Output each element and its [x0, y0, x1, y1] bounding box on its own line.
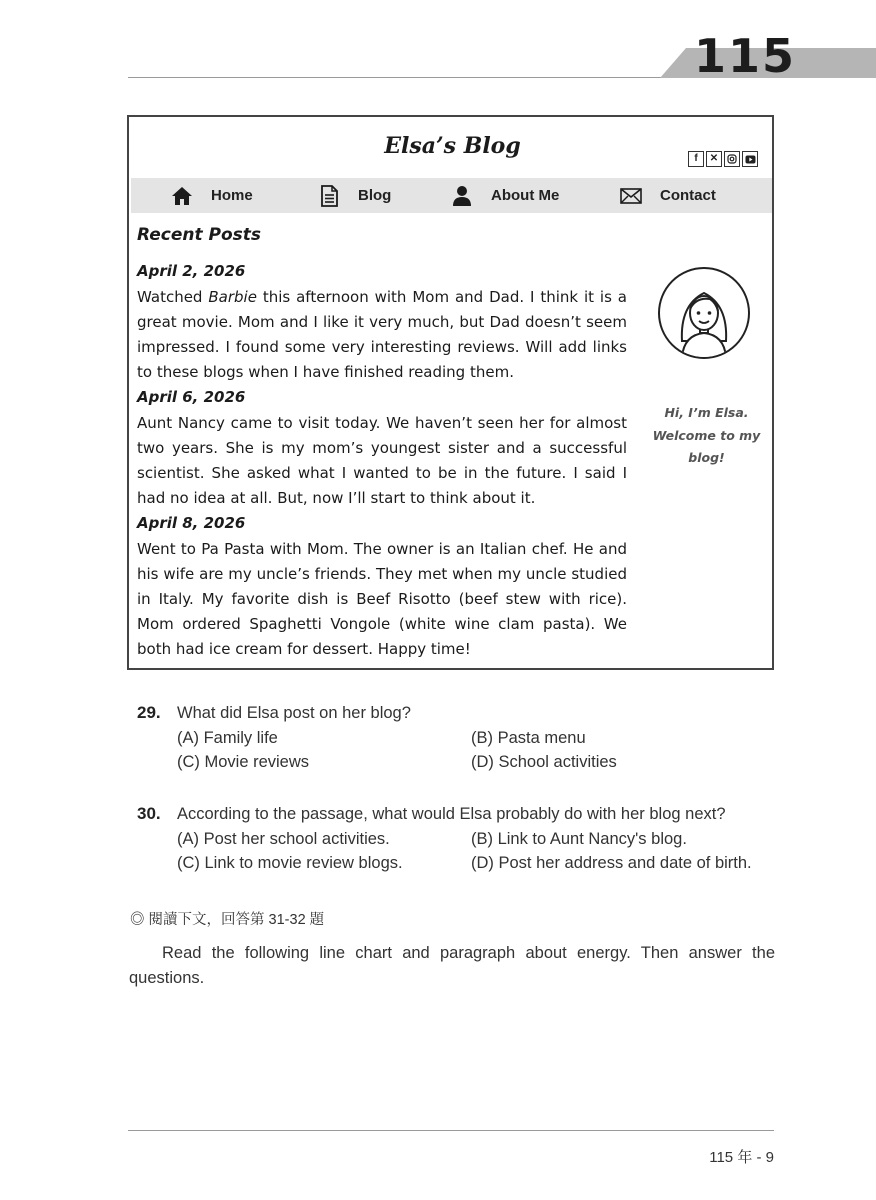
document-icon	[318, 185, 340, 207]
envelope-icon	[620, 185, 642, 207]
post-text: Went to Pa Pasta with Mom. The owner is an Italian chef. He and his wife are my uncle’s friends. They met when my uncle studied in Italy. My favorite dish is Beef Risotto (beef stew with rice). Mom ordered Spaghetti Vongole (white wine clam pasta). We both had ice cream for dessert. Happy time!	[137, 540, 627, 659]
post-date: April 2, 2026	[137, 262, 246, 280]
recent-posts-heading: Recent Posts	[137, 225, 262, 245]
answer-option[interactable]: (D) School activities	[471, 753, 617, 771]
instagram-icon[interactable]	[724, 151, 740, 167]
avatar	[658, 267, 750, 359]
youtube-icon[interactable]	[742, 151, 758, 167]
answer-option[interactable]: (A) Post her school activities.	[177, 830, 390, 848]
nav-home[interactable]	[171, 178, 253, 213]
girl-avatar-icon	[660, 269, 748, 357]
header-rule	[128, 77, 668, 78]
post-text	[137, 285, 627, 385]
blog-title: Elsa’s Blog	[384, 133, 521, 159]
exam-year: 115	[694, 29, 797, 83]
answer-option[interactable]: (C) Movie reviews	[177, 753, 310, 771]
social-links	[688, 151, 758, 167]
person-icon	[451, 185, 473, 207]
welcome-line: Hi, I’m Elsa.	[664, 405, 749, 420]
nav-blog[interactable]	[318, 178, 391, 213]
x-icon[interactable]: ✕	[706, 151, 722, 167]
question-number: 30.	[137, 804, 161, 823]
home-icon	[171, 185, 193, 207]
nav-about-me[interactable]	[451, 178, 559, 213]
post-date: April 6, 2026	[137, 388, 246, 406]
answer-option[interactable]: (A) Family life	[177, 729, 278, 747]
question-text: What did Elsa post on her blog?	[177, 704, 411, 722]
facebook-icon[interactable]: f	[688, 151, 704, 167]
welcome-line: Welcome to my	[652, 427, 761, 443]
question-text: According to the passage, what would Elsa probably do with her blog next?	[177, 805, 726, 823]
nav-blog-label: Blog	[358, 187, 392, 204]
nav-about-me-label: About Me	[491, 187, 560, 204]
answer-option[interactable]: (C) Link to movie review blogs.	[177, 854, 403, 872]
movie-title: Barbie	[208, 288, 257, 306]
nav-contact-label: Contact	[660, 187, 716, 204]
blog-panel	[127, 115, 774, 670]
post-text-part: this afternoon with Mom and Dad. I think it is a great movie. Mom and I like it very much, but Dad doesn’t seem impressed. I found some very interesting reviews. Will add links to these blogs when I have finished reading them.	[137, 288, 627, 382]
nav-home-label: Home	[211, 187, 253, 204]
footer-rule	[128, 1130, 774, 1131]
nav-contact[interactable]	[620, 178, 716, 213]
question-number: 29.	[137, 703, 161, 722]
blog-nav-bar	[131, 178, 772, 213]
post-date: April 8, 2026	[137, 514, 246, 532]
post-text-part: Watched	[137, 288, 209, 306]
answer-option[interactable]: (D) Post her address and date of birth.	[471, 854, 752, 872]
answer-option[interactable]: (B) Pasta menu	[471, 729, 586, 747]
welcome-line: blog!	[688, 450, 725, 465]
reading-intro: Read the following line chart and paragraph about energy. Then answer the questions.	[129, 944, 775, 987]
page-number: 115 年 - 9	[709, 1149, 774, 1166]
post-text: Aunt Nancy came to visit today. We haven’t seen her for almost two years. She is my mom’s youngest sister and a successful scientist. She asked what I wanted to be in the future. I said I had no idea at all. But, now I’ll start to think about it.	[137, 414, 627, 508]
welcome-message	[639, 402, 774, 470]
section-instruction: ◎ 閱讀下文，回答第 31-32 題	[130, 912, 325, 928]
answer-option[interactable]: (B) Link to Aunt Nancy's blog.	[471, 830, 687, 848]
